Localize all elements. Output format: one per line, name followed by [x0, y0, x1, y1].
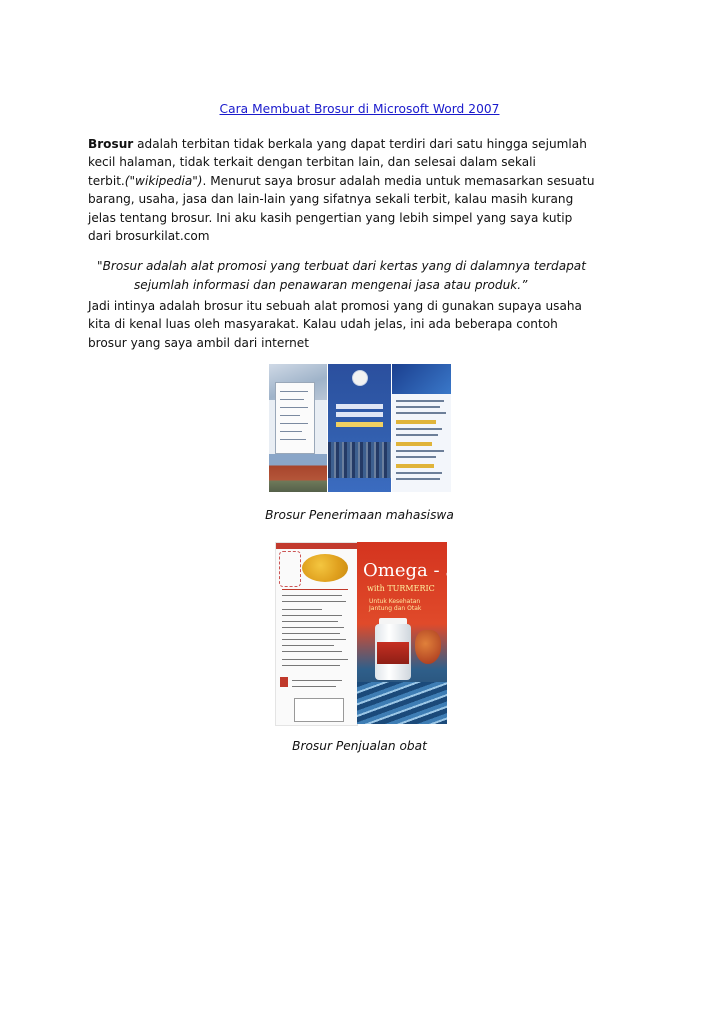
summary-line-3: brosur yang saya ambil dari internet [88, 335, 309, 350]
intro-line-6: dari brosurkilat.com [88, 229, 210, 244]
summary-paragraph [88, 297, 648, 352]
intro-paragraph [88, 135, 648, 245]
turmeric-image [302, 554, 348, 582]
figure-caption-1: Brosur Penerimaan mahasiswa [265, 508, 454, 522]
wikipedia-citation: ("wikipedia") [124, 173, 203, 188]
term-brosur: Brosur [88, 137, 134, 151]
figure-caption-2: Brosur Penjualan obat [292, 739, 427, 753]
product-subtitle: with TURMERIC [367, 584, 435, 593]
heart-illustration [415, 630, 441, 664]
brochure-panel-form [269, 364, 327, 492]
quote-line-1: "Brosur adalah alat promosi yang terbuat dari kertas yang di dalamnya terdapat [97, 259, 586, 273]
intro-line-3-rest: . Menurut saya brosur adalah media untuk memasarkan sesuatu [202, 173, 595, 188]
intro-line-5: jelas tentang brosur. Ini aku kasih pengertian yang lebih simpel yang saya kutip [88, 210, 573, 225]
campus-logo-icon [352, 370, 368, 386]
admission-brochure-image [269, 364, 451, 492]
intro-line-2: kecil halaman, tidak terkait dengan terbitan lain, dan selesai dalam sekali [88, 155, 536, 170]
document-title[interactable]: Cara Membuat Brosur di Microsoft Word 2007 [219, 102, 500, 116]
summary-line-1: Jadi intinya adalah brosur itu sebuah alat promosi yang di gunakan supaya usaha [88, 299, 582, 313]
intro-line-4: barang, usaha, jasa dan lain-lain yang sifatnya sekali terbit, kalau masih kurang [88, 192, 574, 207]
summary-line-2: kita di kenal luas oleh masyarakat. Kalau udah jelas, ini ada beberapa contoh [88, 317, 558, 332]
product-tagline: Untuk Kesehatan Jantung dan Otak [369, 598, 422, 612]
product-title: Omega - 3 [363, 560, 457, 581]
brochure-panel-text [275, 542, 358, 726]
brochure-panel-cover [328, 364, 391, 492]
medicine-brochure-image [275, 542, 457, 724]
brochure-panel-info [392, 364, 451, 492]
intro-line-3: terbit. [88, 173, 125, 188]
brochure-panel-cover [357, 542, 457, 724]
quote-line-2: sejumlah informasi dan penawaran mengenai jasa atau produk.” [134, 278, 528, 292]
stamp-box [294, 698, 344, 722]
intro-line-1: adalah terbitan tidak berkala yang dapat terdiri dari satu hingga sejumlah [133, 137, 587, 151]
